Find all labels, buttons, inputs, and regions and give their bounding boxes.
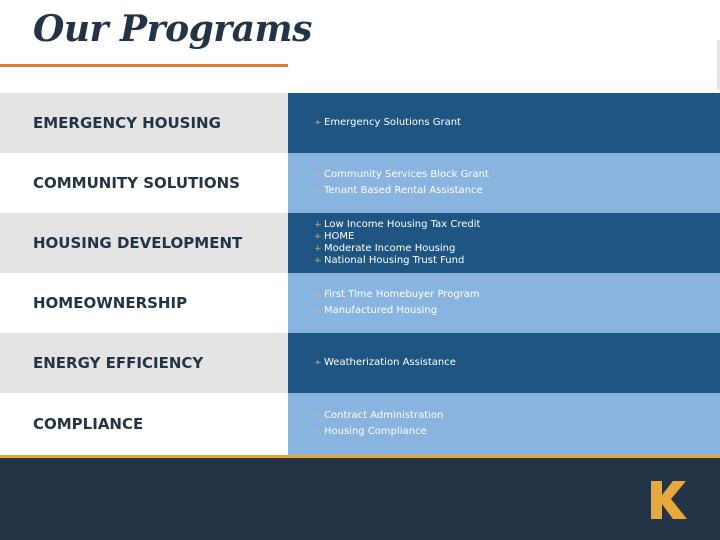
k-logo-icon [651, 481, 687, 519]
program-item: + Emergency Solutions Grant [314, 117, 720, 129]
program-list-cell [288, 213, 720, 273]
footer-bar [0, 458, 720, 540]
program-row-homeownership [0, 273, 720, 333]
program-item: + Tenant Based Rental Assistance [314, 183, 720, 199]
page-title: Our Programs [33, 8, 312, 50]
program-item: + Contract Administration [314, 408, 720, 424]
program-item: + First Time Homebuyer Program [314, 287, 720, 303]
title-underline [0, 64, 288, 67]
program-row-community-solutions [0, 153, 720, 213]
program-row-housing-development [0, 213, 720, 273]
program-row-compliance [0, 393, 720, 455]
category-label: COMPLIANCE [0, 393, 288, 455]
category-label: HOUSING DEVELOPMENT [0, 213, 288, 273]
program-item: + Moderate Income Housing [314, 243, 720, 255]
program-item: + HOME [314, 231, 720, 243]
program-list-cell [288, 93, 720, 153]
category-label: COMMUNITY SOLUTIONS [0, 153, 288, 213]
program-item: + National Housing Trust Fund [314, 255, 720, 267]
program-list-cell [288, 273, 720, 333]
program-item: + Low Income Housing Tax Credit [314, 219, 720, 231]
program-list-cell [288, 393, 720, 455]
program-list-cell [288, 333, 720, 393]
program-item: + Weatherization Assistance [314, 357, 720, 369]
program-row-emergency-housing [0, 93, 720, 153]
program-item: + Housing Compliance [314, 424, 720, 440]
program-item: + Community Services Block Grant [314, 167, 720, 183]
program-item: + Manufactured Housing [314, 303, 720, 319]
program-list-cell [288, 153, 720, 213]
programs-table [0, 93, 720, 455]
program-row-energy-efficiency [0, 333, 720, 393]
category-label: EMERGENCY HOUSING [0, 93, 288, 153]
category-label: HOMEOWNERSHIP [0, 273, 288, 333]
category-label: ENERGY EFFICIENCY [0, 333, 288, 393]
